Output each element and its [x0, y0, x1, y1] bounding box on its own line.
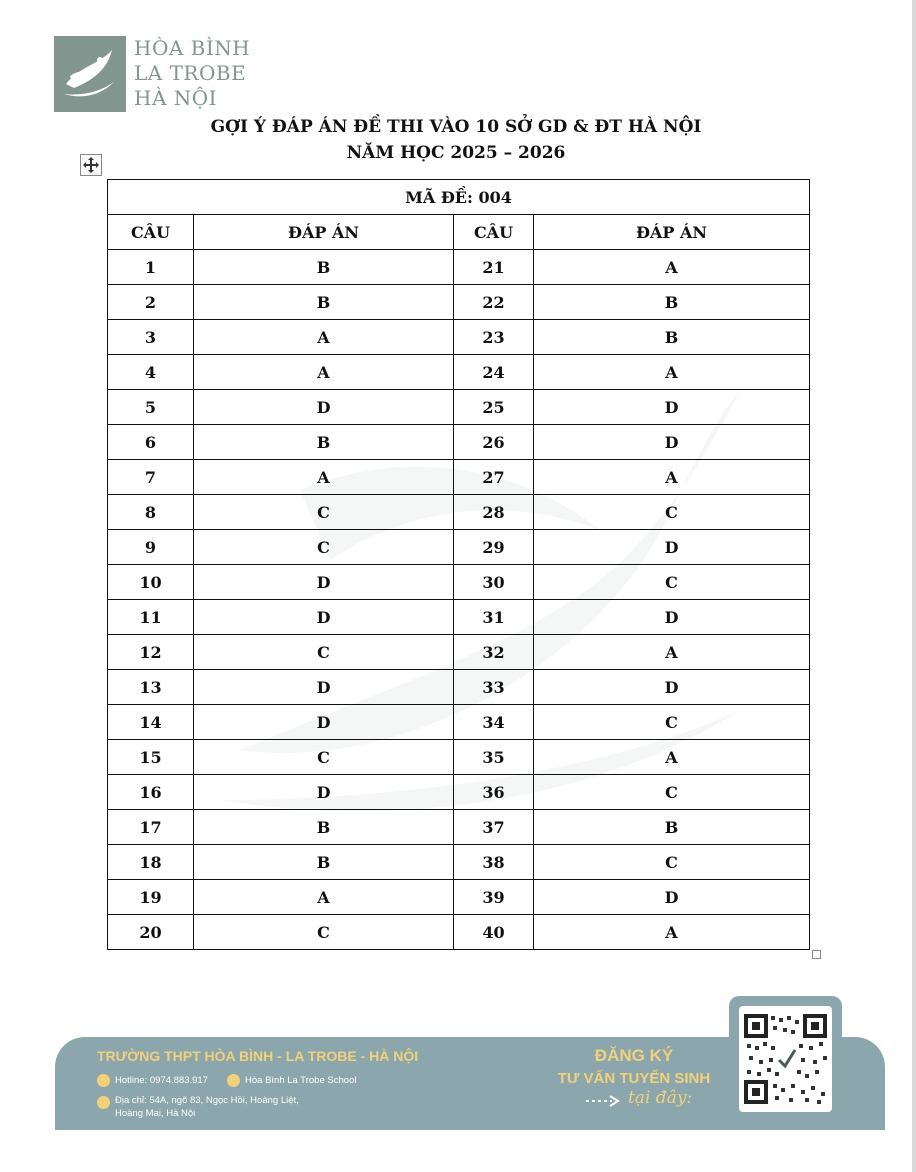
question-number[interactable]: 34 [454, 705, 534, 740]
question-number[interactable]: 24 [454, 355, 534, 390]
table-row [108, 670, 810, 705]
question-number[interactable]: 16 [108, 775, 194, 810]
answer-cell[interactable]: A [194, 355, 454, 390]
answer-cell[interactable]: B [534, 810, 810, 845]
logo-line-2: LA TROBE [134, 61, 247, 85]
question-number[interactable]: 8 [108, 495, 194, 530]
footer-address-line-2: Hoàng Mai, Hà Nội [115, 1108, 196, 1119]
answer-cell[interactable]: A [534, 355, 810, 390]
answer-cell[interactable]: B [194, 250, 454, 285]
answer-cell[interactable]: A [534, 460, 810, 495]
question-number[interactable]: 23 [454, 320, 534, 355]
qr-code[interactable] [739, 1006, 832, 1112]
document-subtitle: NĂM HỌC 2025 – 2026 [346, 143, 566, 163]
answer-cell[interactable]: D [194, 705, 454, 740]
question-number[interactable]: 37 [454, 810, 534, 845]
question-number[interactable]: 12 [108, 635, 194, 670]
table-row [108, 810, 810, 845]
question-number[interactable]: 9 [108, 530, 194, 565]
answer-cell[interactable]: C [194, 530, 454, 565]
question-number[interactable]: 4 [108, 355, 194, 390]
question-number[interactable]: 29 [454, 530, 534, 565]
table-row [108, 565, 810, 600]
question-number[interactable]: 14 [108, 705, 194, 740]
table-row [108, 600, 810, 635]
footer-hotline: Hotline: 0974.883.917 [115, 1075, 208, 1086]
question-number[interactable]: 35 [454, 740, 534, 775]
header-cau-1[interactable]: CÂU [108, 215, 194, 250]
question-number[interactable]: 32 [454, 635, 534, 670]
question-number[interactable]: 19 [108, 880, 194, 915]
school-logo [54, 36, 284, 116]
answer-cell[interactable]: D [534, 390, 810, 425]
answer-cell[interactable]: A [534, 740, 810, 775]
move-arrows-icon [81, 155, 101, 175]
question-number[interactable]: 33 [454, 670, 534, 705]
phone-icon [97, 1074, 110, 1087]
answer-cell[interactable]: D [534, 530, 810, 565]
footer-facebook: Hòa Bình La Trobe School [245, 1075, 357, 1086]
answer-cell[interactable]: C [534, 775, 810, 810]
logo-wordmark [134, 36, 250, 111]
question-number[interactable]: 25 [454, 390, 534, 425]
table-row [108, 460, 810, 495]
question-number[interactable]: 10 [108, 565, 194, 600]
location-pin-icon [97, 1096, 110, 1109]
cta-consult: TƯ VẤN TUYỂN SINH [557, 1070, 711, 1087]
table-row [108, 705, 810, 740]
table-resize-handle[interactable] [812, 950, 821, 959]
answer-cell[interactable]: C [534, 495, 810, 530]
exam-code-row [108, 180, 810, 215]
table-row [108, 775, 810, 810]
answer-cell[interactable]: D [194, 600, 454, 635]
question-number[interactable]: 1 [108, 250, 194, 285]
logo-line-3: HÀ NỘI [134, 86, 218, 110]
question-number[interactable]: 20 [108, 915, 194, 950]
answer-cell[interactable]: D [534, 425, 810, 460]
answer-cell[interactable]: D [534, 600, 810, 635]
answer-cell[interactable]: C [534, 845, 810, 880]
facebook-icon [227, 1074, 240, 1087]
table-row [108, 250, 810, 285]
question-number[interactable]: 2 [108, 285, 194, 320]
document-title: GỢI Ý ĐÁP ÁN ĐỀ THI VÀO 10 SỞ GD & ĐT HÀ NỘI [210, 117, 702, 137]
arrow-right-icon [584, 1094, 622, 1108]
footer-school-name: TRƯỜNG THPT HÒA BÌNH - LA TROBE - HÀ NỘI [97, 1048, 419, 1064]
question-number[interactable]: 22 [454, 285, 534, 320]
header-cau-2[interactable]: CÂU [454, 215, 534, 250]
answer-cell[interactable]: B [194, 285, 454, 320]
cta-here: tại đây: [628, 1088, 693, 1108]
question-number[interactable]: 15 [108, 740, 194, 775]
question-number[interactable]: 18 [108, 845, 194, 880]
question-number[interactable]: 5 [108, 390, 194, 425]
question-number[interactable]: 7 [108, 460, 194, 495]
page-gutter [912, 0, 916, 1172]
table-row [108, 635, 810, 670]
answer-cell[interactable]: D [194, 565, 454, 600]
header-dap-an-2[interactable]: ĐÁP ÁN [534, 215, 810, 250]
answer-cell[interactable]: C [194, 740, 454, 775]
table-row [108, 425, 810, 460]
answer-cell[interactable]: C [534, 565, 810, 600]
table-row [108, 880, 810, 915]
question-number[interactable]: 11 [108, 600, 194, 635]
answer-cell[interactable]: B [194, 810, 454, 845]
question-number[interactable]: 3 [108, 320, 194, 355]
table-row [108, 915, 810, 950]
question-number[interactable]: 36 [454, 775, 534, 810]
header-row [108, 215, 810, 250]
footer-address-line-1: Địa chỉ: 54A, ngõ 83, Ngọc Hồi, Hoàng Liệt, [115, 1095, 299, 1106]
exam-code-cell[interactable]: MÃ ĐỀ: 004 [108, 180, 810, 215]
answer-cell[interactable]: A [194, 460, 454, 495]
table-row [108, 285, 810, 320]
answer-cell[interactable]: C [194, 635, 454, 670]
answer-cell[interactable]: B [194, 845, 454, 880]
answer-cell[interactable]: B [534, 285, 810, 320]
question-number[interactable]: 38 [454, 845, 534, 880]
table-row [108, 740, 810, 775]
question-number[interactable]: 13 [108, 670, 194, 705]
question-number[interactable]: 27 [454, 460, 534, 495]
answer-cell[interactable]: D [194, 670, 454, 705]
answer-cell[interactable]: B [194, 425, 454, 460]
table-row [108, 495, 810, 530]
question-number[interactable]: 31 [454, 600, 534, 635]
answer-cell[interactable]: A [194, 320, 454, 355]
table-row [108, 530, 810, 565]
question-number[interactable]: 6 [108, 425, 194, 460]
answer-table [107, 179, 810, 950]
answer-cell[interactable]: D [194, 390, 454, 425]
answer-cell[interactable]: A [534, 250, 810, 285]
table-row [108, 845, 810, 880]
logo-bird-icon [54, 36, 126, 112]
answer-cell[interactable]: B [534, 320, 810, 355]
answer-cell[interactable]: A [534, 635, 810, 670]
question-number[interactable]: 40 [454, 915, 534, 950]
question-number[interactable]: 21 [454, 250, 534, 285]
answer-cell[interactable]: C [194, 495, 454, 530]
logo-line-1: HÒA BÌNH [134, 36, 251, 60]
table-row [108, 320, 810, 355]
question-number[interactable]: 28 [454, 495, 534, 530]
cta-register: ĐĂNG KÝ [594, 1046, 674, 1065]
answer-cell[interactable]: C [194, 915, 454, 950]
answer-cell[interactable]: D [194, 775, 454, 810]
header-dap-an-1[interactable]: ĐÁP ÁN [194, 215, 454, 250]
answer-cell[interactable]: D [534, 670, 810, 705]
table-row [108, 390, 810, 425]
answer-cell[interactable]: C [534, 705, 810, 740]
table-row [108, 355, 810, 390]
answer-cell[interactable]: D [534, 880, 810, 915]
table-move-handle[interactable] [80, 154, 102, 176]
question-number[interactable]: 17 [108, 810, 194, 845]
answer-cell[interactable]: A [194, 880, 454, 915]
question-number[interactable]: 26 [454, 425, 534, 460]
question-number[interactable]: 39 [454, 880, 534, 915]
qr-code-icon [739, 1006, 832, 1112]
question-number[interactable]: 30 [454, 565, 534, 600]
answer-cell[interactable]: A [534, 915, 810, 950]
